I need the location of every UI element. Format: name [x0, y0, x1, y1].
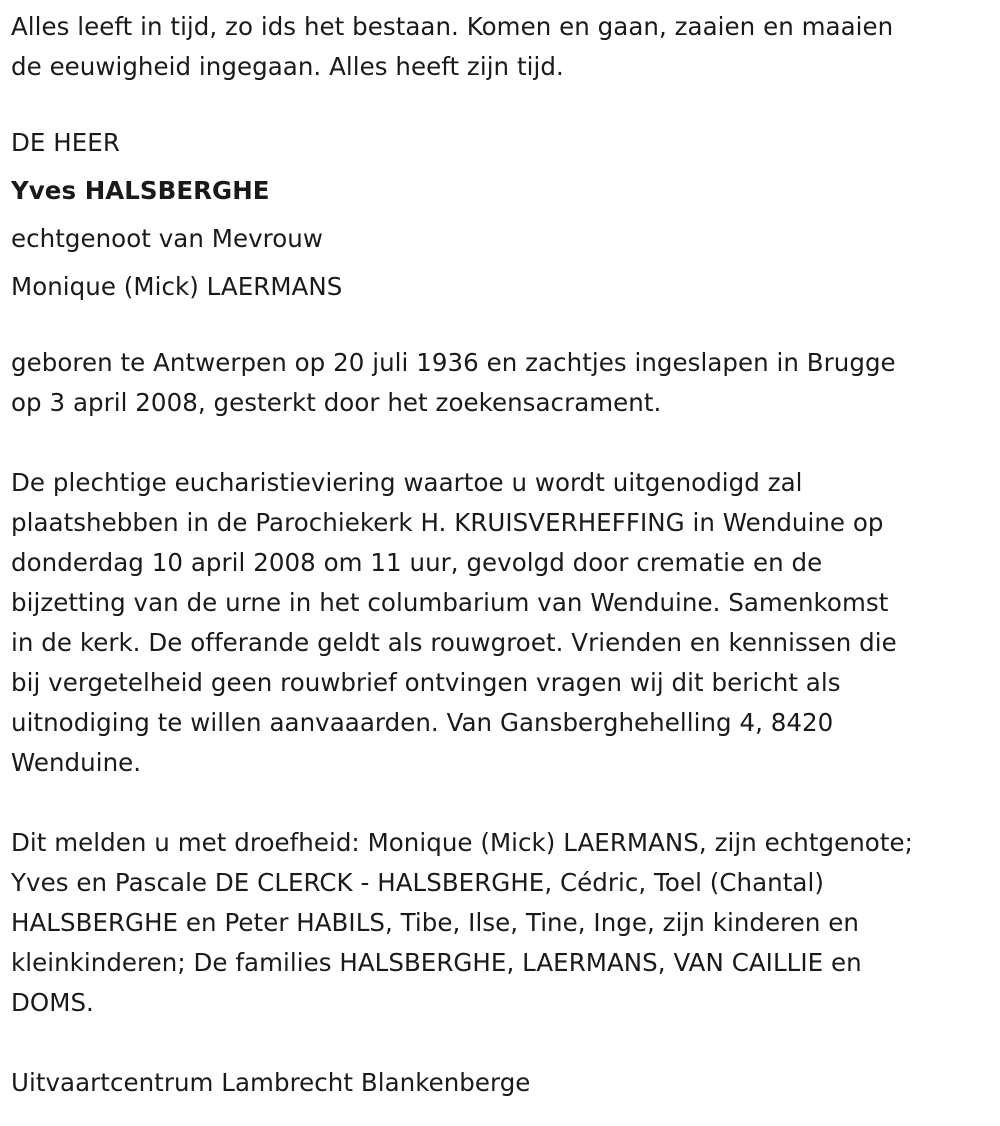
- deceased-name: Yves HALSBERGHE: [11, 176, 270, 205]
- ceremony-line-4: bijzetting van de urne in het columbarium van Wenduine. Samenkomst: [11, 588, 889, 617]
- family-line-3: HALSBERGHE en Peter HABILS, Tibe, Ilse, Tine, Inge, zijn kinderen en: [11, 908, 859, 937]
- spouse-name: Monique (Mick) LAERMANS: [11, 272, 343, 301]
- family-line-5: DOMS.: [11, 988, 94, 1017]
- birth-line-1: geboren te Antwerpen op 20 juli 1936 en zachtjes ingeslapen in Brugge: [11, 348, 896, 377]
- honorific-title: DE HEER: [11, 128, 120, 157]
- deceased-header: [11, 119, 1000, 311]
- family-line-1: Dit melden u met droefheid: Monique (Mick) LAERMANS, zijn echtgenote;: [11, 828, 913, 857]
- ceremony-line-8: Wenduine.: [11, 748, 142, 777]
- footer-block: [11, 1063, 1000, 1103]
- poem-line-1: Alles leeft in tijd, zo ids het bestaan. Komen en gaan, zaaien en maaien: [11, 12, 894, 41]
- family-line-2: Yves en Pascale DE CLERCK - HALSBERGHE, Cédric, Toel (Chantal): [11, 868, 824, 897]
- ceremony-line-2: plaatshebben in de Parochiekerk H. KRUISVERHEFFING in Wenduine op: [11, 508, 884, 537]
- poem-block: [11, 7, 1000, 87]
- ceremony-line-6: bij vergetelheid geen rouwbrief ontvingen vragen wij dit bericht als: [11, 668, 841, 697]
- poem-line-2: de eeuwigheid ingegaan. Alles heeft zijn tijd.: [11, 52, 564, 81]
- ceremony-line-1: De plechtige eucharistieviering waartoe u wordt uitgenodigd zal: [11, 468, 803, 497]
- ceremony-line-5: in de kerk. De offerande geldt als rouwgroet. Vrienden en kennissen die: [11, 628, 897, 657]
- spouse-intro: echtgenoot van Mevrouw: [11, 224, 323, 253]
- family-line-4: kleinkinderen; De families HALSBERGHE, LAERMANS, VAN CAILLIE en: [11, 948, 862, 977]
- ceremony-line-3: donderdag 10 april 2008 om 11 uur, gevolgd door crematie en de: [11, 548, 823, 577]
- funeral-home-name: Uitvaartcentrum Lambrecht Blankenberge: [11, 1068, 531, 1097]
- ceremony-line-7: uitnodiging te willen aanvaaarden. Van Gansberghehelling 4, 8420: [11, 708, 834, 737]
- ceremony-paragraph: [11, 463, 1000, 783]
- birth-line-2: op 3 april 2008, gesterkt door het zoekensacrament.: [11, 388, 662, 417]
- birth-death-paragraph: [11, 343, 1000, 423]
- family-paragraph: [11, 823, 1000, 1023]
